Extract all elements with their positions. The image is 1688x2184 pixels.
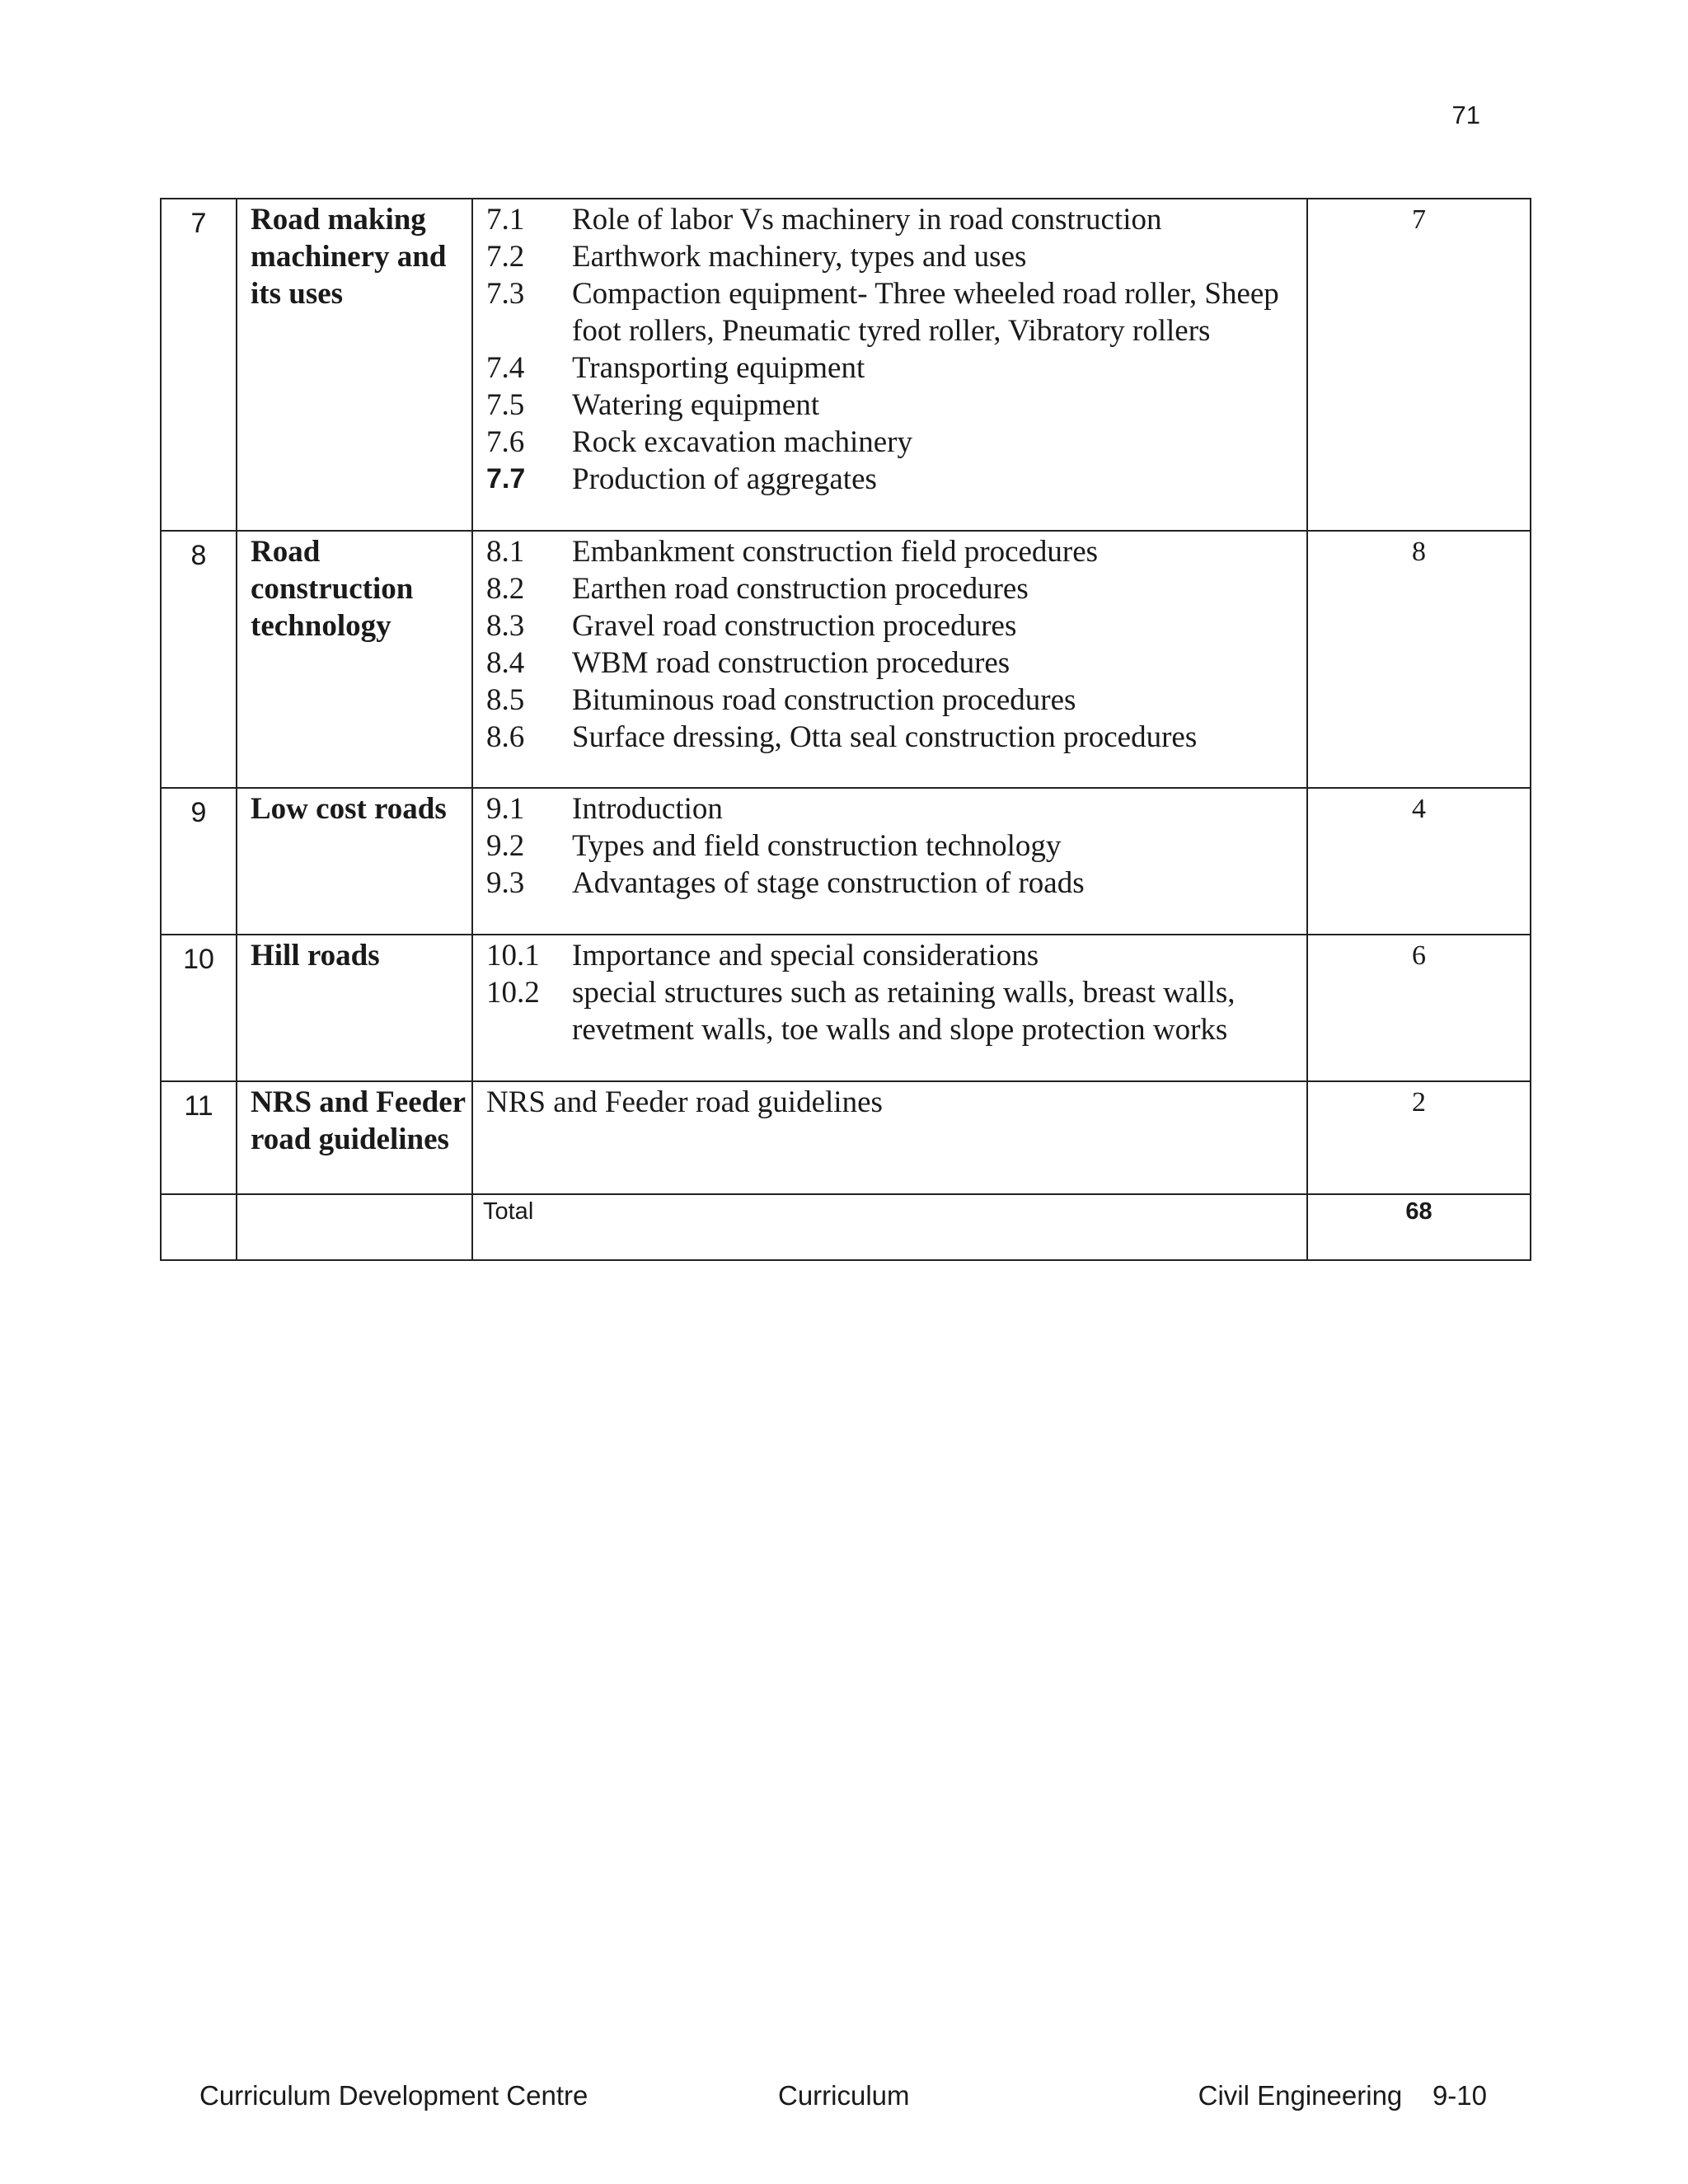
topic-text: Introduction bbox=[572, 792, 723, 826]
topic-item bbox=[486, 387, 1306, 424]
table-row-total bbox=[161, 1194, 1531, 1260]
page-number: 71 bbox=[1451, 101, 1480, 129]
topic-text: Importance and special considerations bbox=[572, 939, 1039, 972]
topic-text: Earthwork machinery, types and uses bbox=[572, 240, 1027, 274]
unit-hours: 4 bbox=[1307, 788, 1531, 935]
topic-item bbox=[486, 719, 1306, 756]
unit-topics: NRS and Feeder road guidelines bbox=[472, 1081, 1307, 1194]
topic-number: 7.7 bbox=[486, 463, 526, 494]
unit-topics bbox=[472, 531, 1307, 788]
empty-cell bbox=[161, 1194, 237, 1260]
topic-text: Advantages of stage construction of roads bbox=[572, 866, 1085, 900]
topic-item bbox=[486, 238, 1306, 275]
topic-text: Bituminous road construction procedures bbox=[572, 683, 1076, 717]
topic-item bbox=[486, 461, 1306, 498]
table-row-unit-9 bbox=[161, 788, 1531, 935]
topic-item bbox=[486, 533, 1306, 570]
footer-organization: Curriculum Development Centre bbox=[199, 2080, 588, 2111]
topic-text: Transporting equipment bbox=[572, 351, 865, 385]
topic-item bbox=[486, 937, 1306, 974]
topic-text: Earthen road construction procedures bbox=[572, 572, 1029, 606]
topic-number: 7.5 bbox=[486, 388, 525, 422]
unit-title: Road construction technology bbox=[237, 531, 472, 788]
topic-text: special structures such as retaining walls, breast walls, revetment walls, toe walls and slope protection works bbox=[572, 976, 1236, 1047]
unit-topics bbox=[472, 199, 1307, 531]
topic-item bbox=[486, 275, 1306, 349]
unit-hours: 7 bbox=[1307, 199, 1531, 531]
unit-topics bbox=[472, 935, 1307, 1081]
unit-number: 7 bbox=[161, 199, 237, 531]
unit-title: Road making machinery and its uses bbox=[237, 199, 472, 531]
table-row-unit-10 bbox=[161, 935, 1531, 1081]
topic-item bbox=[486, 349, 1306, 387]
topic-text: Embankment construction field procedures bbox=[572, 535, 1099, 569]
topic-number: 9.2 bbox=[486, 829, 525, 863]
topic-item bbox=[486, 974, 1306, 1048]
topic-text: WBM road construction procedures bbox=[572, 646, 1010, 680]
unit-hours: 2 bbox=[1307, 1081, 1531, 1194]
topic-item bbox=[486, 570, 1306, 607]
unit-number: 10 bbox=[161, 935, 237, 1081]
total-value: 68 bbox=[1307, 1194, 1531, 1260]
unit-title: Low cost roads bbox=[237, 788, 472, 935]
unit-title: Hill roads bbox=[237, 935, 472, 1081]
topic-text: Rock excavation machinery bbox=[572, 425, 912, 459]
topic-item bbox=[486, 790, 1306, 827]
topic-text: Surface dressing, Otta seal construction procedures bbox=[572, 720, 1198, 754]
topic-number: 10.1 bbox=[486, 939, 540, 972]
topic-item bbox=[486, 865, 1306, 902]
topic-number: 8.3 bbox=[486, 609, 525, 643]
unit-hours: 6 bbox=[1307, 935, 1531, 1081]
topic-number: 9.1 bbox=[486, 792, 525, 826]
topic-item bbox=[486, 607, 1306, 644]
topic-text: Production of aggregates bbox=[572, 462, 877, 496]
unit-title: NRS and Feeder road guidelines bbox=[237, 1081, 472, 1194]
topic-number: 8.6 bbox=[486, 720, 525, 754]
unit-hours: 8 bbox=[1307, 531, 1531, 788]
topic-number: 7.2 bbox=[486, 240, 525, 274]
unit-number: 8 bbox=[161, 531, 237, 788]
footer-subject: Civil Engineering 9-10 bbox=[1198, 2080, 1487, 2111]
topic-text: Role of labor Vs machinery in road construction bbox=[572, 203, 1162, 237]
topic-item bbox=[486, 201, 1306, 238]
syllabus-table bbox=[160, 198, 1531, 1261]
unit-number: 11 bbox=[161, 1081, 237, 1194]
topic-number: 8.1 bbox=[486, 535, 525, 569]
topic-number: 7.1 bbox=[486, 203, 525, 237]
topic-number: 7.4 bbox=[486, 351, 525, 385]
topic-text: Watering equipment bbox=[572, 388, 820, 422]
topic-text: Gravel road construction procedures bbox=[572, 609, 1017, 643]
topic-number: 8.5 bbox=[486, 683, 525, 717]
unit-topics bbox=[472, 788, 1307, 935]
topic-number: 8.4 bbox=[486, 646, 525, 680]
total-label: Total bbox=[472, 1194, 1307, 1260]
unit-number: 9 bbox=[161, 788, 237, 935]
topic-number: 10.2 bbox=[486, 976, 540, 1010]
empty-cell bbox=[237, 1194, 472, 1260]
topic-number: 9.3 bbox=[486, 866, 525, 900]
topic-item bbox=[486, 827, 1306, 865]
topic-number: 7.6 bbox=[486, 425, 525, 459]
topic-item bbox=[486, 424, 1306, 461]
table-row-unit-11 bbox=[161, 1081, 1531, 1194]
topic-item bbox=[486, 644, 1306, 682]
table-row-unit-7 bbox=[161, 199, 1531, 531]
topic-number: 7.3 bbox=[486, 277, 525, 311]
topic-text: Types and field construction technology bbox=[572, 829, 1062, 863]
topic-item bbox=[486, 682, 1306, 719]
topic-number: 8.2 bbox=[486, 572, 525, 606]
table-row-unit-8 bbox=[161, 531, 1531, 788]
topic-text: Compaction equipment- Three wheeled road roller, Sheep foot rollers, Pneumatic tyred roller, Vibratory rollers bbox=[572, 277, 1279, 348]
footer-section: Curriculum bbox=[778, 2080, 910, 2111]
